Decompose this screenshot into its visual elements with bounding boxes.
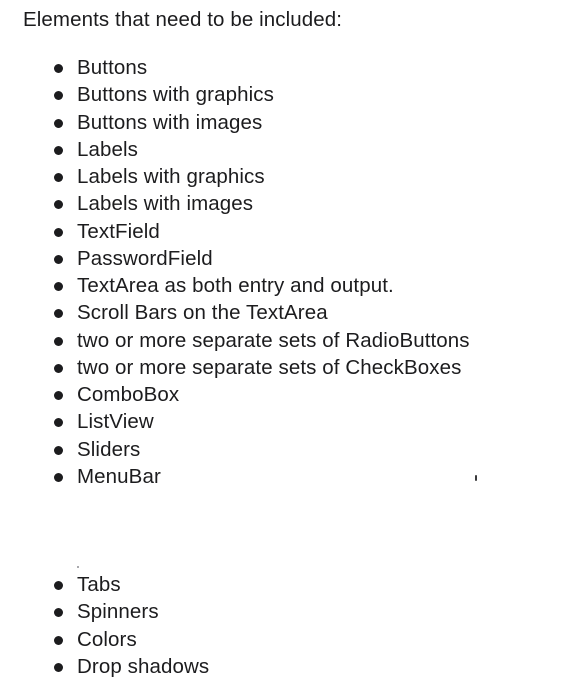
bullet-icon [54, 119, 63, 128]
list-item-text: Buttons [77, 56, 148, 79]
bullet-icon [54, 146, 63, 155]
list-item-text: ComboBox [77, 383, 180, 406]
bullet-icon [54, 581, 63, 590]
bullet-icon [54, 228, 63, 237]
list-item-text: TextArea as both entry and output. [77, 274, 394, 297]
bullet-icon [54, 200, 63, 209]
bullet-icon [54, 309, 63, 318]
list-item-text: Colors [77, 627, 137, 651]
bullet-icon [54, 446, 63, 455]
list-item-text: Labels [77, 137, 139, 161]
list-item-text: MenuBar [77, 464, 161, 488]
bullet-icon [54, 391, 63, 400]
bullet-icon [54, 173, 63, 182]
bullet-icon [54, 663, 63, 672]
bullet-icon [54, 364, 63, 373]
bullet-icon [54, 473, 63, 482]
list-item-text: Buttons with graphics [77, 83, 274, 107]
list-item-text: two or more separate sets of RadioButtons [77, 328, 470, 352]
list-item-text: two or more separate sets of CheckBoxes [77, 355, 462, 379]
bullet-icon [54, 636, 63, 645]
list-item-text: Scroll Bars on the TextArea [77, 301, 328, 325]
list-item-text: Drop shadows [77, 654, 210, 678]
list-item-text: Sliders [77, 437, 141, 461]
stray-dot [77, 566, 79, 568]
stray-mark [475, 475, 477, 481]
bullet-icon [54, 608, 63, 617]
bullet-icon [54, 91, 63, 100]
bullet-icon [54, 64, 63, 73]
list-item-text: Spinners [77, 600, 159, 624]
bullet-icon [54, 282, 63, 291]
bullet-icon [54, 255, 63, 264]
list-item-text: Labels with graphics [77, 165, 265, 188]
list-item-text: PasswordField [77, 246, 213, 270]
document-heading: Elements that need to be included: [23, 8, 343, 31]
bullet-icon [54, 418, 63, 427]
bullet-icon [54, 337, 63, 346]
list-item-text: Labels with images [77, 192, 254, 216]
list-item-text: Tabs [77, 573, 121, 596]
list-item-text: TextField [77, 219, 160, 243]
list-item-text: Buttons with images [77, 110, 263, 134]
list-item-text: ListView [77, 410, 154, 434]
